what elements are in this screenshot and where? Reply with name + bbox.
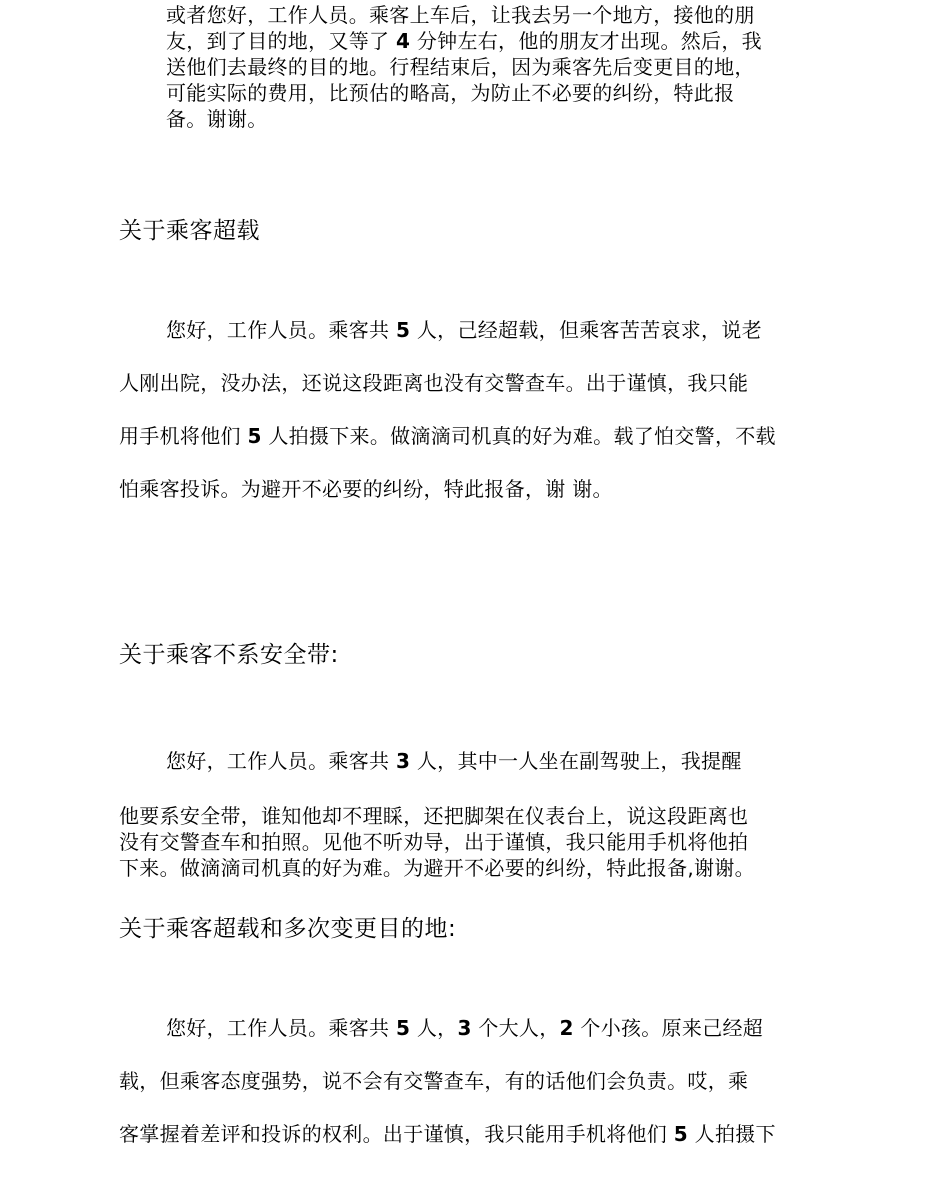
paragraph-line: 客掌握着差评和投诉的权利。出于谨慎，我只能用手机将他们 5 人拍摄下 <box>119 1122 776 1146</box>
seatbelt-paragraph <box>119 803 755 881</box>
paragraph-line: 您好，工作人员。乘客共 5 人，3 个大人，2 个小孩。原来己经超 <box>166 1016 764 1040</box>
number-text: 2 <box>559 1016 574 1040</box>
number-text: 3 <box>395 749 411 773</box>
paragraph-line: 备。谢谢。 <box>166 107 268 131</box>
number-text: 5 <box>395 318 411 342</box>
paragraph-line: 人刚出院，没办法，还说这段距离也没有交警查车。出于谨慎，我只能 <box>119 371 749 395</box>
paragraph-line: 或者您好，工作人员。乘客上车后，让我去另一个地方，接他的朋 <box>166 3 755 27</box>
overload-heading: 关于乘客超载 <box>119 218 260 244</box>
detour-report-paragraph <box>166 2 762 132</box>
paragraph-line: 没有交警查车和拍照。见他不听劝导，出于谨慎，我只能用手机将他拍 <box>119 830 749 854</box>
number-text: 5 <box>395 1016 411 1040</box>
paragraph-line: 他要系安全带，谁知他却不理睬，还把脚架在仪表台上，说这段距离也 <box>119 804 749 828</box>
paragraph-line: 下来。做滴滴司机真的好为难。为避开不必要的纠纷，特此报备,谢谢。 <box>119 856 755 880</box>
paragraph-line: 用手机将他们 5 人拍摄下来。做滴滴司机真的好为难。载了怕交警，不载 <box>119 424 776 448</box>
paragraph-line: 可能实际的费用，比预估的略高，为防止不必要的纠纷，特此报 <box>166 81 735 105</box>
number-text: 3 <box>457 1016 472 1040</box>
paragraph-line: 您好，工作人员。乘客共 5 人，己经超载，但乘客苦苦哀求，说老 <box>166 318 762 342</box>
overload-destination-change-heading: 关于乘客超载和多次变更目的地: <box>119 916 457 942</box>
seatbelt-heading: 关于乘客不系安全带: <box>119 642 339 668</box>
paragraph-line: 友，到了目的地，又等了 4 分钟左右，他的朋友才出现。然后，我 <box>166 29 762 53</box>
seatbelt-paragraph-first-line <box>166 748 742 774</box>
number-text: 5 <box>673 1122 688 1146</box>
overload-paragraph <box>119 304 776 516</box>
number-text: 5 <box>247 424 262 448</box>
paragraph-line: 送他们去最终的目的地。行程结束后，因为乘客先后变更目的地， <box>166 55 755 79</box>
paragraph-line: 您好，工作人员。乘客共 3 人，其中一人坐在副驾驶上，我提醒 <box>166 749 742 773</box>
paragraph-line: 载，但乘客态度强势，说不会有交警查车，有的话他们会负责。哎，乘 <box>119 1069 749 1093</box>
overload-destination-change-paragraph <box>119 1002 776 1161</box>
number-text: 4 <box>395 29 411 53</box>
paragraph-line: 怕乘客投诉。为避开不必要的纠纷，特此报备，谢 谢。 <box>119 477 613 501</box>
